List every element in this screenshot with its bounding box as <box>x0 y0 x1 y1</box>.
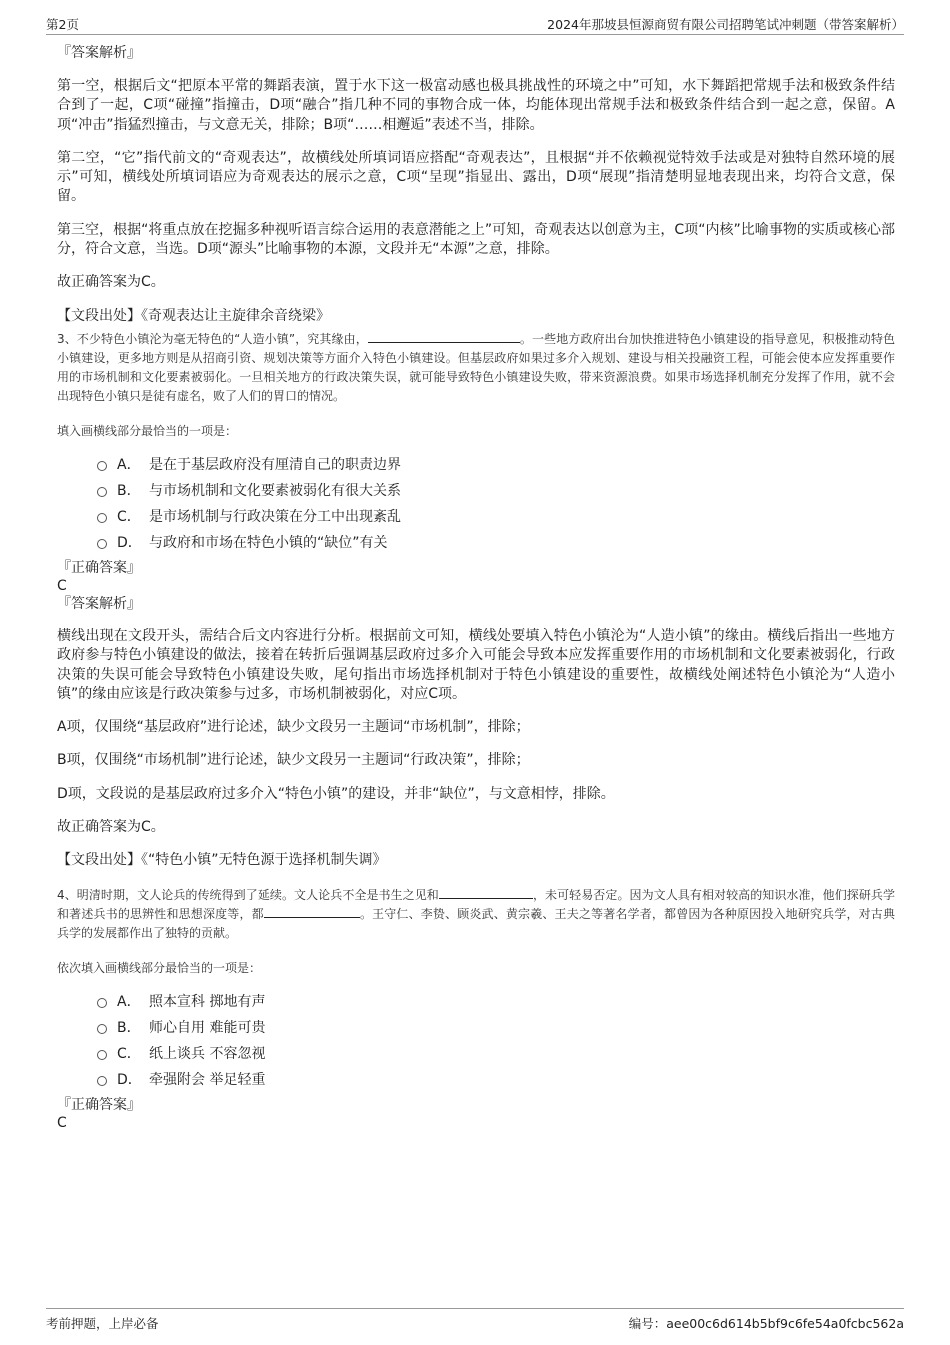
q4-stem-part1: 4、明清时期，文人论兵的传统得到了延续。文人论兵不全是书生之见和 <box>57 887 439 902</box>
page-number: 第2页 <box>46 17 79 32</box>
q3-blank <box>368 330 520 343</box>
option-text: 是市场机制与行政决策在分工中出现紊乱 <box>149 508 401 525</box>
q3-answer-label: 『正确答案』 <box>57 559 141 576</box>
q4-stem <box>57 886 895 943</box>
option-text: 照本宣科 掷地有声 <box>149 993 266 1010</box>
q4-answer-label: 『正确答案』 <box>57 1096 141 1113</box>
q3-stem <box>57 330 895 406</box>
page-content <box>57 44 895 1132</box>
q3-options <box>97 451 895 555</box>
option-text: 纸上谈兵 不容忽视 <box>149 1045 266 1062</box>
option-text: 与市场机制和文化要素被弱化有很大关系 <box>149 482 401 499</box>
q3-analysis-paragraph: 横线出现在文段开头，需结合后文内容进行分析。根据前文可知，横线处要填入特色小镇沦为“人造小镇”的缘由。横线后指出一些地方政府参与特色小镇建设的做法，接着在转折后强调基层政府过多介入可能会导致本应发挥重要作用的市场机制和文化要素被弱化，行政决策的失误可能会导致特色小镇建设失败，尾句指出市场选择机制对于特色小镇建设的重要性，故横线处阐述特色小镇沦为“人造小镇”的缘由应该是行政决策参与过多，市场机制被弱化，对应C项。 <box>57 627 895 702</box>
q2-analysis-label: 『答案解析』 <box>57 45 141 61</box>
q3-analysis-paragraph: A项，仅围绕“基层政府”进行论述，缺少文段另一主题词“市场机制”，排除； <box>57 719 530 736</box>
radio-icon[interactable] <box>97 513 107 523</box>
q3-option-b[interactable]: B． 与市场机制和文化要素被弱化有很大关系 <box>97 477 895 503</box>
q4-option-c[interactable]: C． 纸上谈兵 不容忽视 <box>97 1040 895 1066</box>
radio-icon[interactable] <box>97 461 107 471</box>
q3-source: 【文段出处】《“特色小镇”无特色源于选择机制失调》 <box>57 852 387 869</box>
q3-option-d[interactable]: D． 与政府和市场在特色小镇的“缺位”有关 <box>97 529 895 555</box>
q3-stem-rest: 。一些地方政府出台加快推进特色小镇建设的指导意见，积极推动特色小镇建设，更多地方则是从招商引资、规划决策等方面介入特色小镇建设。但基层政府如果过多介入规划、建设与相关投融资工程，可能会使本应发挥重要作用的市场机制和文化要素被弱化。一旦相关地方的行政决策失误，就可能导致特色小镇建设失败，带来资源浪费。如果市场选择机制充分发挥了作用，就不会出现特色小镇只是徒有虚名，败了人们的胃口的情况。 <box>57 331 895 403</box>
q4-blank-2 <box>264 905 360 918</box>
radio-icon[interactable] <box>97 539 107 549</box>
q2-analysis-paragraph: 第三空，根据“将重点放在挖掘多种视听语言综合运用的表意潜能之上”可知，奇观表达以创意为主，C项“内核”比喻事物的实质或核心部分，符合文意，当选。D项“源头”比喻事物的本源，文段并无“本源”之意，排除。 <box>57 221 895 258</box>
q4-option-b[interactable]: B． 师心自用 难能可贵 <box>97 1014 895 1040</box>
option-text: 牵强附会 举足轻重 <box>149 1071 266 1088</box>
q3-analysis-label: 『答案解析』 <box>57 595 141 612</box>
document-title: 2024年那坡县恒源商贸有限公司招聘笔试冲刺题（带答案解析） <box>547 17 904 32</box>
footer-slogan: 考前押题，上岸必备 <box>46 1316 159 1331</box>
q3-analysis-paragraph: B项，仅围绕“市场机制”进行论述，缺少文段另一主题词“行政决策”，排除； <box>57 752 530 769</box>
serial-number: aee00c6d614b5bf9c6fe54a0fcbc562a <box>666 1316 904 1331</box>
footer-serial <box>629 1314 904 1332</box>
radio-icon[interactable] <box>97 487 107 497</box>
q4-prompt: 依次填入画横线部分最恰当的一项是： <box>57 960 262 975</box>
page-footer <box>46 1308 904 1335</box>
radio-icon[interactable] <box>97 1024 107 1034</box>
q4-stem-part3: 。王守仁、李贽、顾炎武、黄宗羲、王夫之等著名学者，都曾因为各种原因投入地研究兵学，对古典兵学的发展都作出了独特的贡献。 <box>57 906 895 940</box>
q3-option-a[interactable]: A． 是在于基层政府没有厘清自己的职责边界 <box>97 451 895 477</box>
option-text: 师心自用 难能可贵 <box>149 1019 266 1036</box>
q2-analysis-paragraph: 第一空，根据后文“把原本平常的舞蹈表演，置于水下这一极富动感也极具挑战性的环境之中”可知，水下舞蹈把常规手法和极致条件结合到了一起，C项“碰撞”指撞击，D项“融合”指几种不同的事物合成一体，均能体现出常规手法和极致条件结合到一起之意，保留。A项“冲击”指猛烈撞击，与文意无关，排除；B项“……相邂逅”表述不当，排除。 <box>57 78 895 133</box>
q4-stem-part2: ，未可轻易否定。因为文人具有相对较高的知识水准，他们探研兵学和著述兵书的思辨性和思想深度等，都 <box>57 887 895 921</box>
q3-analysis-paragraph: D项，文段说的是基层政府过多介入“特色小镇”的建设，并非“缺位”，与文意相悖，排除。 <box>57 785 615 802</box>
q2-analysis-paragraph: 第二空，“它”指代前文的“奇观表达”，故横线处所填词语应搭配“奇观表达”，且根据“并不依赖视觉特效手法或是对独特自然环境的展示”可知，横线处所填词语应为奇观表达的展示之意，C项“呈现”指显出、露出，D项“展现”指清楚明显地表现出来，均符合文意，保留。 <box>57 149 895 205</box>
page-header <box>46 12 904 35</box>
q3-answer: C <box>57 577 67 594</box>
radio-icon[interactable] <box>97 1076 107 1086</box>
q3-option-c[interactable]: C． 是市场机制与行政决策在分工中出现紊乱 <box>97 503 895 529</box>
q3-stem-start: 3、不少特色小镇沦为毫无特色的“人造小镇”，究其缘由， <box>57 331 368 346</box>
q3-prompt: 填入画横线部分最恰当的一项是： <box>57 423 238 438</box>
option-text: 与政府和市场在特色小镇的“缺位”有关 <box>149 534 388 551</box>
q4-option-a[interactable]: A． 照本宣科 掷地有声 <box>97 988 895 1014</box>
q2-conclusion: 故正确答案为C。 <box>57 274 165 291</box>
q3-conclusion: 故正确答案为C。 <box>57 819 165 836</box>
q4-options <box>97 988 895 1092</box>
serial-label: 编号： <box>628 1316 667 1331</box>
q4-option-d[interactable]: D． 牵强附会 举足轻重 <box>97 1066 895 1092</box>
q4-answer: C <box>57 1114 67 1131</box>
q2-source: 【文段出处】《奇观表达让主旋律余音绕梁》 <box>57 307 330 324</box>
q4-blank-1 <box>439 886 533 899</box>
option-text: 是在于基层政府没有厘清自己的职责边界 <box>149 456 401 473</box>
radio-icon[interactable] <box>97 1050 107 1060</box>
radio-icon[interactable] <box>97 998 107 1008</box>
